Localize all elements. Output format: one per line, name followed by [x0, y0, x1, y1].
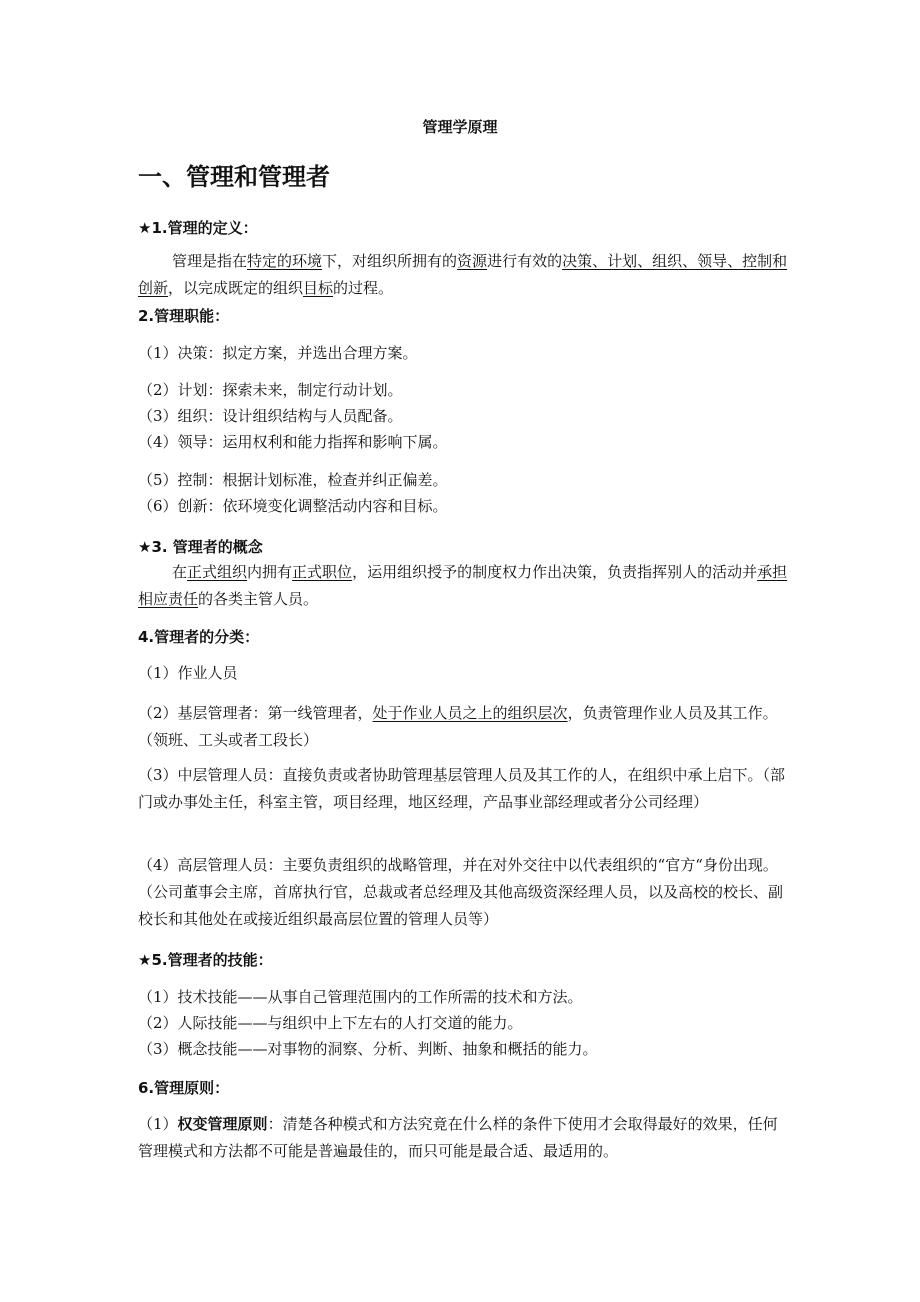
text-run: （1）: [138, 1115, 178, 1133]
function-item: （2）计划：探索未来，制定行动计划。: [138, 381, 403, 399]
text-run: （2）基层管理者：第一线管理者，: [138, 704, 373, 722]
text-run: 进行有效的: [487, 252, 563, 270]
function-item: （3）组织：设计组织结构与人员配备。: [138, 407, 403, 425]
text-run: 的各类主管人员。: [198, 590, 319, 608]
text-run: ，负责管理作业人员及其工作。（领班、工头或者工段长）: [138, 704, 778, 749]
text-run: 内拥有: [247, 563, 293, 581]
text-run: ，运用组织授予的制度权力作出决策，负责指挥别人的活动并: [352, 563, 758, 581]
section-2-heading: 2.管理职能：: [138, 307, 230, 325]
section-4-heading: 4.管理者的分类：: [138, 628, 260, 646]
section-1-heading: ★1.管理的定义：: [138, 219, 258, 237]
text-run: 下，对组织所拥有的: [322, 252, 458, 270]
underlined-term: 正式组织: [187, 563, 248, 581]
section-3-heading: ★3. 管理者的概念: [138, 538, 263, 556]
bold-term: 权变管理原则: [177, 1115, 268, 1133]
skill-item: （2）人际技能——与组织中上下左右的人打交道的能力。: [138, 1014, 523, 1032]
category-item: [138, 700, 788, 754]
chapter-heading: 一、管理和管理者: [138, 163, 330, 191]
category-item: （3）中层管理人员：直接负责或者协助管理基层管理人员及其工作的人，在组织中承上启下。（部门或办事处主任，科室主管，项目经理，地区经理，产品事业部经理或者分公司经理）: [138, 766, 786, 811]
text-run: 的过程。: [333, 279, 394, 297]
skill-item: （3）概念技能——对事物的洞察、分析、判断、抽象和概括的能力。: [138, 1040, 598, 1058]
text-run: 管理是指在: [172, 252, 248, 270]
function-item: （4）领导：运用权利和能力指挥和影响下属。: [138, 433, 448, 451]
underlined-term: 目标: [303, 279, 334, 297]
section-6-heading: 6.管理原则：: [138, 1079, 230, 1097]
section-1-paragraph: [138, 248, 788, 302]
category-item: （1）作业人员: [138, 664, 238, 682]
underlined-term: 承担相应责任: [138, 563, 788, 608]
text-run: ，以完成既定的组织: [168, 279, 304, 297]
function-item: （6）创新：依环境变化调整活动内容和目标。: [138, 497, 448, 515]
principle-item: [138, 1111, 788, 1165]
function-item: （1）决策：拟定方案，并选出合理方案。: [138, 344, 418, 362]
function-item: （5）控制：根据计划标准，检查并纠正偏差。: [138, 471, 448, 489]
underlined-term: 决策、计划、组织、领导、控制和创新: [138, 252, 788, 297]
text-run: 在: [172, 563, 188, 581]
text-run: ：清楚各种模式和方法究竟在什么样的条件下使用才会取得最好的效果，任何管理模式和方法都不可能是普遍最佳的，而只可能是最合适、最适用的。: [138, 1115, 778, 1160]
underlined-term: 处于作业人员之上的组织层次: [372, 704, 568, 722]
document-title: 管理学原理: [422, 118, 498, 136]
section-5-heading: ★5.管理者的技能：: [138, 951, 273, 969]
underlined-term: 资源: [457, 252, 488, 270]
underlined-term: 特定的环境: [247, 252, 323, 270]
skill-item: （1）技术技能——从事自己管理范围内的工作所需的技术和方法。: [138, 988, 583, 1006]
underlined-term: 正式职位: [292, 563, 353, 581]
category-item: （4）高层管理人员：主要负责组织的战略管理，并在对外交往中以代表组织的“官方“身份出现。（公司董事会主席，首席执行官，总裁或者总经理及其他高级资深经理人员，以及高校的校长、副校长和其他处在或接近组织最高层位置的管理人员等）: [138, 856, 784, 928]
section-3-paragraph: [138, 559, 788, 613]
